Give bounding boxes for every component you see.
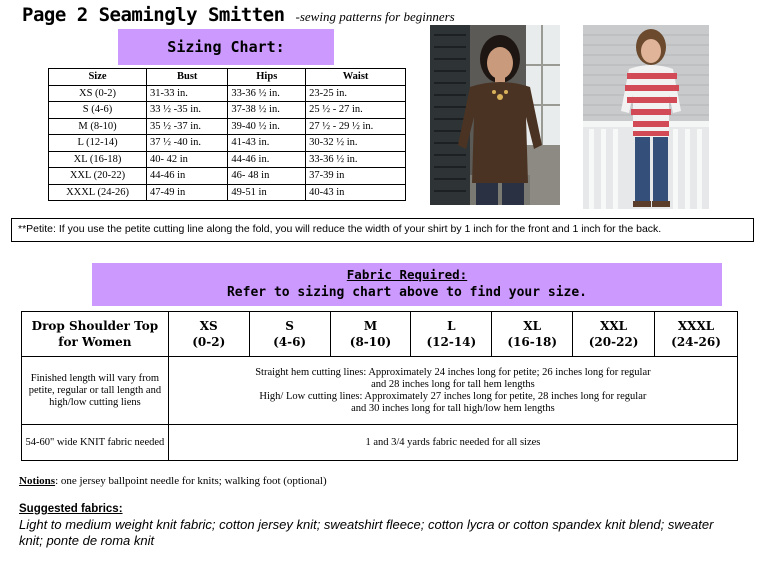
cell-bust: 44-46 in	[147, 168, 228, 185]
size-col-m	[330, 312, 411, 357]
fabric-banner-subheading: Refer to sizing chart above to find your size.	[226, 285, 588, 300]
title-text: Page 2 Seamingly Smitten	[22, 4, 285, 26]
table-row	[22, 357, 738, 425]
fabric-required-banner	[92, 263, 722, 306]
size-name: XXL	[600, 319, 628, 333]
size-range: (16-18)	[507, 335, 558, 349]
page-title	[22, 4, 455, 26]
title-subtitle: -sewing patterns for beginners	[295, 9, 455, 24]
cell-hips: 49-51 in	[228, 184, 306, 201]
cell-size: XXL (20-22)	[49, 168, 147, 185]
fabric-amount-value: 1 and 3/4 yards fabric needed for all sizes	[168, 425, 737, 461]
table-row	[49, 151, 406, 168]
size-name: M	[363, 319, 378, 333]
col-waist: Waist	[306, 69, 406, 86]
petite-note: **Petite: If you use the petite cutting line along the fold, you will reduce the width of your shirt by 1 inch for the front and 1 inch for the back.	[11, 218, 754, 242]
table-row	[49, 85, 406, 102]
cell-waist: 27 ½ - 29 ½ in.	[306, 118, 406, 135]
size-range: (20-22)	[588, 335, 639, 349]
cell-hips: 46- 48 in	[228, 168, 306, 185]
col-size: Size	[49, 69, 147, 86]
notions-label: Notions	[19, 475, 56, 487]
notions-line	[19, 475, 327, 487]
size-name: XS	[199, 319, 218, 333]
table-row	[49, 135, 406, 152]
size-col-xxl	[573, 312, 655, 357]
fabric-header-row	[22, 312, 738, 357]
suggested-fabrics-title: Suggested fabrics:	[19, 503, 123, 515]
size-name: XL	[523, 319, 542, 333]
table-row	[49, 184, 406, 201]
high-low-line-2: and 30 inches long for tall high/low hem lengths	[351, 402, 555, 414]
table-row	[49, 168, 406, 185]
table-row	[49, 118, 406, 135]
straight-hem-line-1: Straight hem cutting lines: Approximately 24 inches long for petite; 26 inches long for regular	[255, 366, 651, 378]
model-photo-brown-top	[430, 25, 560, 205]
cell-bust: 35 ½ -37 in.	[147, 118, 228, 135]
size-range: (24-26)	[671, 335, 721, 349]
size-range: (0-2)	[192, 335, 226, 349]
cell-waist: 37-39 in	[306, 168, 406, 185]
fabric-table	[21, 311, 738, 461]
notions-text: : one jersey ballpoint needle for knits; walking foot (optional)	[55, 475, 327, 487]
cell-hips: 33-36 ½ in.	[228, 85, 306, 102]
cell-hips: 44-46 in.	[228, 151, 306, 168]
high-low-line-1: High/ Low cutting lines: Approximately 27 inches long for petite, 28 inches long for regular	[259, 390, 647, 402]
cell-size: XXXL (24-26)	[49, 184, 147, 201]
cell-waist: 40-43 in	[306, 184, 406, 201]
cell-waist: 23-25 in.	[306, 85, 406, 102]
table-row	[49, 102, 406, 119]
size-col-xl	[492, 312, 573, 357]
cell-bust: 47-49 in	[147, 184, 228, 201]
finished-length-label: Finished length will vary from petite, regular or tall length and high/low cutting liens	[22, 357, 169, 425]
cell-hips: 37-38 ½ in.	[228, 102, 306, 119]
fabric-banner-heading: Fabric Required:	[346, 267, 468, 282]
sizing-chart-banner: Sizing Chart:	[118, 29, 334, 65]
col-bust: Bust	[147, 69, 228, 86]
sizing-header-row	[49, 69, 406, 86]
size-name: XXXL	[677, 319, 715, 333]
size-range: (4-6)	[273, 335, 307, 349]
product-name: Drop Shoulder Top for Women	[22, 312, 169, 357]
cell-waist: 33-36 ½ in.	[306, 151, 406, 168]
cell-size: XS (0-2)	[49, 85, 147, 102]
cell-size: XL (16-18)	[49, 151, 147, 168]
sizing-table	[48, 68, 406, 201]
size-col-xs	[168, 312, 249, 357]
cell-bust: 40- 42 in	[147, 151, 228, 168]
cell-waist: 30-32 ½ in.	[306, 135, 406, 152]
model-photo-striped-top-drawing	[583, 25, 709, 209]
cell-hips: 41-43 in.	[228, 135, 306, 152]
cell-size: S (4-6)	[49, 102, 147, 119]
suggested-fabrics-text: Light to medium weight knit fabric; cotton jersey knit; sweatshirt fleece; cotton lycra or cotton spandex knit blend; sweater knit; ponte de roma knit	[19, 517, 714, 548]
fabric-width-label: 54-60" wide KNIT fabric needed	[22, 425, 169, 461]
size-col-l	[411, 312, 492, 357]
cell-size: M (8-10)	[49, 118, 147, 135]
cell-waist: 25 ½ - 27 in.	[306, 102, 406, 119]
model-photo-brown-top-drawing	[430, 25, 560, 205]
finished-length-value	[168, 357, 737, 425]
model-photo-striped-top	[583, 25, 709, 209]
size-range: (12-14)	[426, 335, 477, 349]
size-col-s	[249, 312, 330, 357]
size-name: S	[285, 319, 294, 333]
size-range: (8-10)	[349, 335, 392, 349]
cell-bust: 33 ½ -35 in.	[147, 102, 228, 119]
cell-size: L (12-14)	[49, 135, 147, 152]
size-col-xxxl	[655, 312, 738, 357]
table-row	[22, 425, 738, 461]
col-hips: Hips	[228, 69, 306, 86]
cell-bust: 37 ½ -40 in.	[147, 135, 228, 152]
size-name: L	[447, 319, 456, 333]
cell-hips: 39-40 ½ in.	[228, 118, 306, 135]
cell-bust: 31-33 in.	[147, 85, 228, 102]
straight-hem-line-2: and 28 inches long for tall hem lengths	[371, 378, 535, 390]
